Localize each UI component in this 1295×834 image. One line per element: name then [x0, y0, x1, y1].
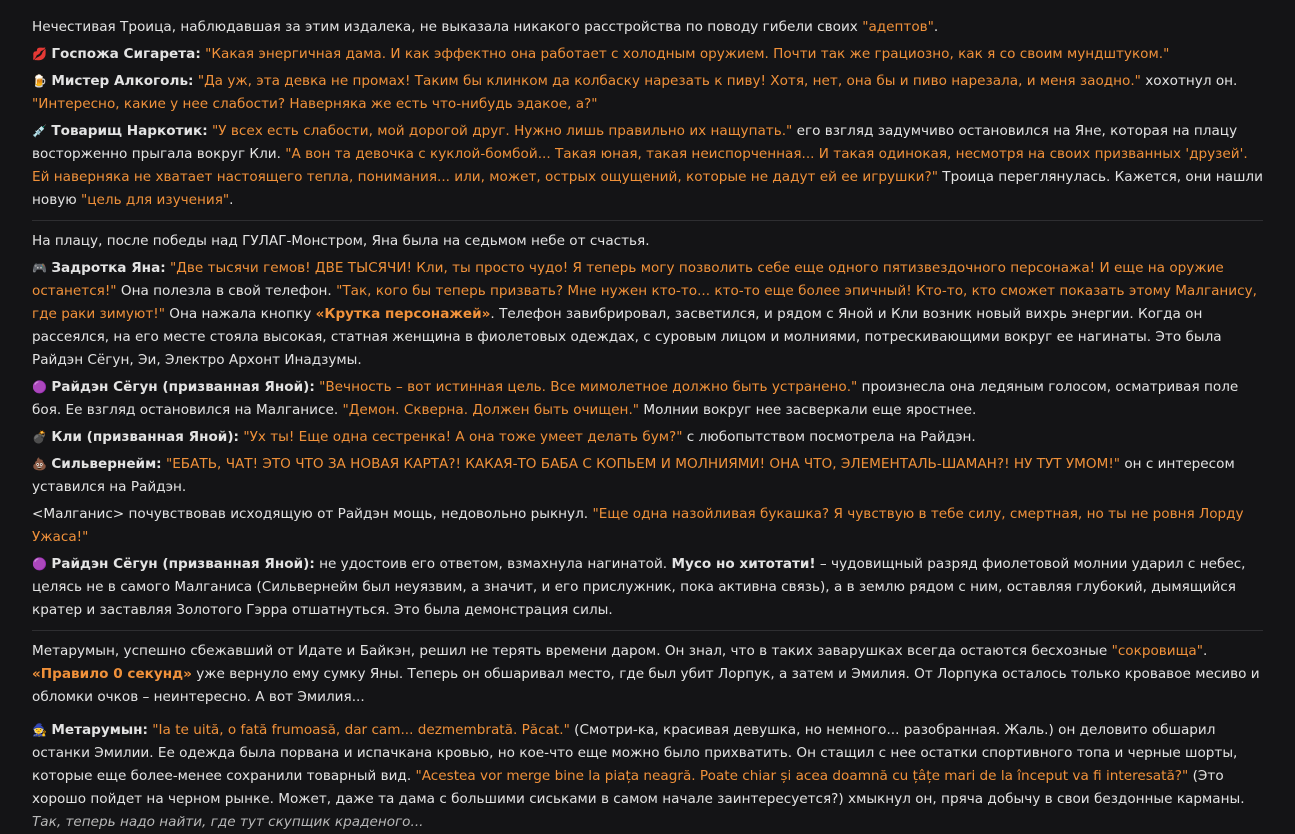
narration: произнесла она ледяным голосом, осматривая поле боя. Ее взгляд остановился на Малганисе.	[32, 379, 1239, 418]
narration: хохотнул он.	[1140, 73, 1238, 89]
bold-term: «Крутка персонажей»	[315, 306, 491, 322]
dialogue-line	[32, 43, 1263, 66]
quote: "Acestea vor merge bine la piața neagră. Poate chiar și acea doamnă cu țâțe mari de la început va fi interesată?"	[415, 768, 1189, 784]
dialogue-line	[32, 257, 1263, 372]
paragraph	[32, 230, 1263, 253]
narration: Она нажала кнопку	[164, 306, 316, 322]
narration: (Смотри-ка, красивая девушка, но немного... разобранная. Жаль.) он деловито обшарил останки Эмилии. Ее одежда была порвана и испачкана кровью, но кое-что еще можно было прихватить. Он стащил с нее остатки спортивного топа и черные шорты, которые еще более-менее сохранили товарный вид.	[32, 722, 1238, 784]
dialogue-line	[32, 70, 1263, 116]
quote: "ЕБАТЬ, ЧАТ! ЭТО ЧТО ЗА НОВАЯ КАРТА?! КАКАЯ-ТО БАБА С КОПЬЕМ И МОЛНИЯМИ! ОНА ЧТО, ЭЛЕМЕНТАЛЬ-ШАМАН?! НУ ТУТ УМОМ!"	[165, 456, 1121, 472]
bold-term: «Правило 0 секунд»	[32, 666, 192, 682]
quote: "Вечность – вот истинная цель. Все мимолетное должно быть устранено."	[319, 379, 858, 395]
speaker-name: Райдэн Сёгун (призванная Яной):	[51, 379, 315, 395]
speaker-name: Госпожа Сигарета:	[51, 46, 201, 62]
quote: "Две тысячи гемов! ДВЕ ТЫСЯЧИ! Кли, ты просто чудо! Я теперь могу позволить себе еще одного пятизвездочного персонажа! И еще на оружие останется!"	[32, 260, 1224, 299]
narration: не удостоив его ответом, взмахнула нагинатой.	[314, 556, 672, 572]
narration: .	[1203, 643, 1208, 659]
narration: – чудовищный разряд фиолетовой молнии ударил с небес, целясь не в самого Малганиса (Сильвернейм был неуязвим, а значит, и его прислужник, пока активна связь), а в землю рядом с ним, оставляя глубокий, дымящийся кратер и заставляя Золотого Гэрра отшатнуться. Это была демонстрация силы.	[32, 556, 1246, 618]
quote: "У всех есть слабости, мой дорогой друг. Нужно лишь правильно их нащупать."	[211, 123, 793, 139]
narration: Троица переглянулась. Кажется, они нашли новую	[32, 169, 1263, 208]
dialogue-line	[32, 120, 1263, 212]
quote: "Демон. Скверна. Должен быть очищен."	[342, 402, 640, 418]
dialogue-line	[32, 719, 1263, 834]
mage-icon: 🧙	[32, 723, 47, 737]
narration: . Телефон завибрировал, засветился, и рядом с Яной и Кли возник новый вихрь энергии. Когда он рассеялся, на его месте стояла высокая, статная женщина в фиолетовых одеждах, с суровым лицом и молниями, потрескивающими вокруг ее нагинаты. Это была Райдэн Сёгун, Эи, Электро Архонт Инадзумы.	[32, 306, 1222, 368]
narration: На плацу, после победы над ГУЛАГ-Монстром, Яна была на седьмом небе от счастья.	[32, 233, 650, 249]
quote: "Ух ты! Еще одна сестренка! А она тоже умеет делать бум?"	[243, 429, 683, 445]
speaker-name: Райдэн Сёгун (призванная Яной):	[51, 556, 315, 572]
speaker-name: Товарищ Наркотик:	[51, 123, 208, 139]
quote: "Какая энергичная дама. И как эффектно она работает с холодным оружием. Почти так же грациозно, как я со своим мундштуком."	[205, 46, 1170, 62]
quote: "Еще одна назойливая букашка? Я чувствую в тебе силу, смертная, но ты не ровня Лорду Ужаса!"	[32, 506, 1244, 545]
section-divider	[32, 630, 1263, 631]
narration: .	[229, 192, 234, 208]
dialogue-line	[32, 426, 1263, 449]
quote: "Так, кого бы теперь призвать? Мне нужен кто-то... кто-то еще более эпичный! Кто-то, кто сможет показать этому Малганису, где раки зимуют!"	[32, 283, 1257, 322]
narration: уже вернуло ему сумку Яны. Теперь он обшаривал место, где был убит Лорпук, а затем и Эмилия. От Лорпука осталось только кровавое месиво и обломки очков – неинтересно. А вот Эмилия...	[32, 666, 1260, 705]
quote: "А вон та девочка с куклой-бомбой... Такая юная, такая неиспорченная... И такая одинокая, несмотря на своих призванных 'друзей'. Ей наверняка не хватает настоящего тепла, понимания... или, может, острых ощущений, которые не дадут ей ее игрушки?"	[32, 146, 1248, 185]
speaker-name: Кли (призванная Яной):	[51, 429, 239, 445]
gamepad-icon: 🎮	[32, 261, 47, 275]
quote: "цель для изучения"	[81, 192, 230, 208]
paragraph	[32, 16, 1263, 39]
narration: Метарумын, успешно сбежавший от Идате и Байкэн, решил не терять времени даром. Он знал, что в таких заварушках всегда остаются бесхозные	[32, 643, 1112, 659]
narration: Нечестивая Троица, наблюдавшая за этим издалека, не выказала никакого расстройства по поводу гибели своих	[32, 19, 863, 35]
narration: Она полезла в свой телефон.	[116, 283, 337, 299]
speaker-name: Метарумын:	[51, 722, 148, 738]
quote: "Ia te uită, o fată frumoasă, dar cam... dezmembrată. Păcat."	[152, 722, 570, 738]
narration: <Малганис> почувствовав исходящую от Райдэн мощь, недовольно рыкнул.	[32, 506, 593, 522]
quote: "сокровища"	[1111, 643, 1203, 659]
narration: .	[933, 19, 939, 35]
narration: его взгляд задумчиво остановился на Яне, которая на плацу восторженно прыгала вокруг Кли.	[32, 123, 1238, 162]
speaker-name: Сильвернейм:	[51, 456, 162, 472]
quote: "Да уж, эта девка не промах! Таким бы клинком да колбаску нарезать к пиву! Хотя, нет, она бы и пиво нарезала, и меня заодно."	[197, 73, 1141, 89]
dialogue-line	[32, 553, 1263, 622]
purple-circle-icon: 🟣	[32, 380, 47, 394]
lips-icon: 💋	[32, 47, 47, 61]
narration: с любопытством посмотрела на Райдэн.	[682, 429, 976, 445]
narration: (Это хорошо пойдет на черном рынке. Может, даже та дама с большими сиськами в самом начале заинтересуется?) хмыкнул он, пряча добычу в свои бездонные карманы.	[32, 768, 1245, 807]
narration: Молнии вокруг нее засверкали еще яростнее.	[639, 402, 977, 418]
speaker-name: Задротка Яна:	[51, 260, 166, 276]
narration: он с интересом уставился на Райдэн.	[32, 456, 1235, 495]
purple-circle-icon: 🟣	[32, 557, 47, 571]
bomb-icon: 💣	[32, 430, 47, 444]
italic-thought: Так, теперь надо найти, где тут скупщик краденого...	[32, 814, 424, 830]
syringe-icon: 💉	[32, 124, 47, 138]
quote: "Интересно, какие у нее слабости? Наверняка же есть что-нибудь эдакое, а?"	[32, 96, 598, 112]
poop-icon: 💩	[32, 457, 47, 471]
paragraph	[32, 640, 1263, 709]
speaker-name: Мистер Алкоголь:	[51, 73, 194, 89]
quote: "адептов"	[862, 19, 934, 35]
bold-term: Мусо но хитотати!	[671, 556, 816, 572]
dialogue-line	[32, 453, 1263, 499]
section-divider	[32, 220, 1263, 221]
dialogue-line	[32, 376, 1263, 422]
paragraph	[32, 503, 1263, 549]
beer-icon: 🍺	[32, 74, 47, 88]
